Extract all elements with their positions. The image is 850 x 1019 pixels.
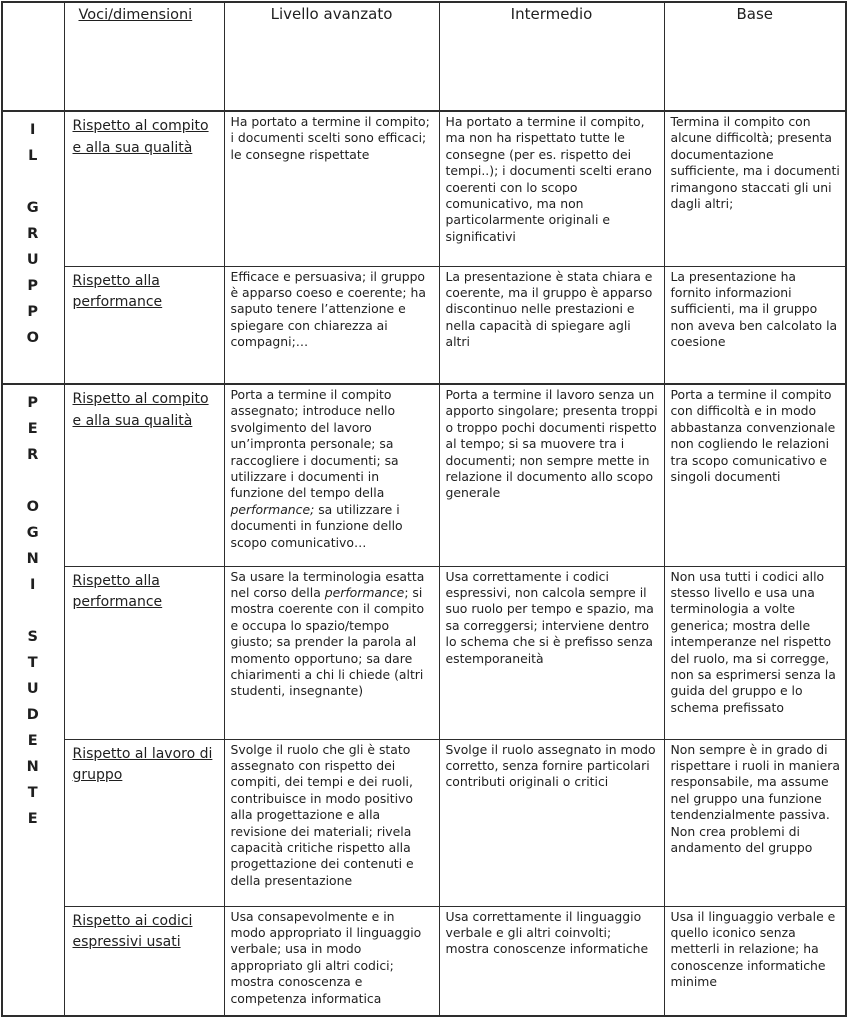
cell-intermedio: Ha portato a termine il compito, ma non ha rispettato tutte le consegne (per es. rispetto dei tempi..); i documenti scelti erano coerenti con lo scopo comunicativo, ma non particolarmente originali e significativi [439, 111, 664, 266]
row-label-compito-qualita-gruppo [64, 111, 224, 266]
header-row [2, 2, 846, 111]
cell-base: Termina il compito con alcune difficoltà; presenta documentazione sufficiente, ma i documenti rimangono staccati gli uni dagli altri; [664, 111, 846, 266]
cell-intermedio: La presentazione è stata chiara e coerente, ma il gruppo è apparso discontinuo nelle prestazioni e nella capacità di spiegare agli altri [439, 266, 664, 384]
row-label-compito-qualita-studente [64, 384, 224, 566]
cell-avanzato: Ha portato a termine il compito; i documenti scelti sono efficaci; le consegne rispettate [224, 111, 439, 266]
column-header-base: Base [664, 2, 846, 111]
corner-cell [2, 2, 64, 111]
table-row [2, 906, 846, 1016]
row-label-codici-espressivi [64, 906, 224, 1016]
table-row [2, 384, 846, 566]
voci-dimensioni-label: Voci/dimensioni [78, 7, 193, 23]
table-row [2, 739, 846, 906]
cell-intermedio: Porta a termine il lavoro senza un apporto singolare; presenta troppi o troppo pochi documenti rispetto al tempo; si sa muovere tra i documenti; non sempre mette in relazione il documento allo scopo generale [439, 384, 664, 566]
section-label-il-gruppo: I L G R U P P O [2, 111, 64, 384]
row-label-performance-studente [64, 566, 224, 739]
cell-avanzato: Svolge il ruolo che gli è stato assegnato con rispetto dei compiti, dei tempi e dei ruoli, contribuisce in modo positivo alla progettazione e alla revisione dei materiali; rivela capacità critiche rispetto alla progettazione dei contenuti e della presentazione [224, 739, 439, 906]
cell-intermedio: Usa correttamente il linguaggio verbale e gli altri coinvolti; mostra conoscenze informatiche [439, 906, 664, 1016]
column-header-intermedio: Intermedio [439, 2, 664, 111]
cell-base: Non usa tutti i codici allo stesso livello e usa una terminologia a volte generica; mostra delle intemperanze nel rispetto del ruolo, ma si corregge, non sa esprimersi senza la guida del gruppo e lo schema prefissato [664, 566, 846, 739]
row-label-performance-gruppo [64, 266, 224, 384]
row-label-text: Rispetto al lavoro di gruppo [72, 745, 213, 783]
column-header-livello-avanzato: Livello avanzato [224, 2, 439, 111]
row-label-text: Rispetto alla performance [72, 572, 163, 610]
cell-avanzato: Usa consapevolmente e in modo appropriato il linguaggio verbale; usa in modo appropriato gli altri codici; mostra conoscenza e competenza informatica [224, 906, 439, 1016]
evaluation-rubric-table [1, 1, 847, 1017]
cell-avanzato: Sa usare la terminologia esatta nel corso della performance; si mostra coerente con il compito e occupa lo spazio/tempo giusto; sa prender la parola al momento opportuno; sa dare chiarimenti a chi li chiede (altri studenti, insegnante) [224, 566, 439, 739]
cell-base: La presentazione ha fornito informazioni sufficienti, ma il gruppo non aveva ben calcolato la coesione [664, 266, 846, 384]
cell-avanzato: Efficace e persuasiva; il gruppo è apparso coeso e coerente; ha saputo tenere l’attenzione e spiegare con chiarezza ai compagni;… [224, 266, 439, 384]
row-label-text: Rispetto al compito e alla sua qualità [72, 391, 209, 429]
row-label-text: Rispetto ai codici espressivi usati [72, 912, 193, 950]
cell-avanzato: Porta a termine il compito assegnato; introduce nello svolgimento del lavoro un’impronta personale; sa raccogliere i documenti; sa utilizzare i documenti in funzione del tempo della performance; sa utilizzare i documenti in funzione dello scopo comunicativo… [224, 384, 439, 566]
table-row [2, 111, 846, 266]
table-row [2, 266, 846, 384]
cell-intermedio: Svolge il ruolo assegnato in modo corretto, senza fornire particolari contributi originali o critici [439, 739, 664, 906]
row-label-text: Rispetto alla performance [72, 272, 163, 310]
cell-base: Usa il linguaggio verbale e quello iconico senza metterli in relazione; ha conoscenze informatiche minime [664, 906, 846, 1016]
cell-intermedio: Usa correttamente i codici espressivi, non calcola sempre il suo ruolo per tempo e spazio, ma sa correggersi; interviene dentro lo schema che si è prefisso senza estemporaneità [439, 566, 664, 739]
column-header-voci [64, 2, 224, 111]
section-label-per-ogni-studente: P E R O G N I S T U D E N T E [2, 384, 64, 1016]
cell-base: Porta a termine il compito con difficoltà e in modo abbastanza convenzionale non cogliendo le relazioni tra scopo comunicativo e singoli documenti [664, 384, 846, 566]
row-label-lavoro-di-gruppo [64, 739, 224, 906]
row-label-text: Rispetto al compito e alla sua qualità [72, 118, 209, 156]
table-row [2, 566, 846, 739]
cell-base: Non sempre è in grado di rispettare i ruoli in maniera responsabile, ma assume nel gruppo una funzione tendenzialmente passiva. Non crea problemi di andamento del gruppo [664, 739, 846, 906]
